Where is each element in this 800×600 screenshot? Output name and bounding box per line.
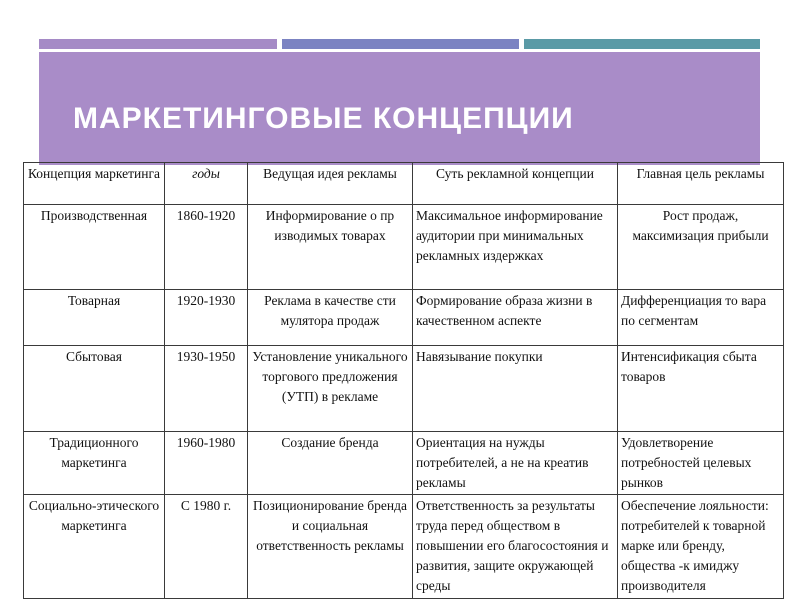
table-cell: Реклама в качестве сти мулятора продаж — [248, 290, 413, 346]
table-cell: 1920-1930 — [165, 290, 248, 346]
column-header: Ведущая идея рекламы — [248, 163, 413, 205]
table-cell: Позиционирование бренда и социальная ответственность рекламы — [248, 495, 413, 599]
table-cell: Формирование образа жизни в качественном аспекте — [413, 290, 618, 346]
stripe-3 — [524, 39, 760, 49]
table-cell: Интенсификация сбыта товаров — [618, 346, 784, 432]
table-cell: Традиционного маркетинга — [24, 432, 165, 495]
table-cell: Дифференциация то вара по сегментам — [618, 290, 784, 346]
table-cell: Обеспечение лояльности: потребителей к товарной марке или бренду, общества -к имиджу производителя — [618, 495, 784, 599]
top-stripes — [39, 39, 760, 49]
table-cell: Товарная — [24, 290, 165, 346]
table-cell: Максимальное информирование аудитории при минимальных рекламных издержках — [413, 205, 618, 290]
table-cell: Ответственность за результаты труда перед обществом в повышении его благосостояния и развития, защите окружающей среды — [413, 495, 618, 599]
table-cell: Социально-этического маркетинга — [24, 495, 165, 599]
table-cell: С 1980 г. — [165, 495, 248, 599]
table-header-row — [24, 163, 784, 205]
table-cell: Удовлетворение потребностей целевых рынков — [618, 432, 784, 495]
table-row — [24, 205, 784, 290]
table-cell: Создание бренда — [248, 432, 413, 495]
table-cell: Установление уникального торгового предложения (УТП) в рекламе — [248, 346, 413, 432]
column-header: Суть рекламной концепции — [413, 163, 618, 205]
page-title: МАРКЕТИНГОВЫЕ КОНЦЕПЦИИ — [73, 102, 574, 135]
stripe-1 — [39, 39, 277, 49]
table-cell: Навязывание покупки — [413, 346, 618, 432]
table-cell: 1960-1980 — [165, 432, 248, 495]
table-cell: Производственная — [24, 205, 165, 290]
table-cell: Сбытовая — [24, 346, 165, 432]
table-cell: 1860-1920 — [165, 205, 248, 290]
table-cell: Информирование о пр изводимых товарах — [248, 205, 413, 290]
table-cell: 1930-1950 — [165, 346, 248, 432]
table-cell: Рост продаж, максимизация прибыли — [618, 205, 784, 290]
table-row — [24, 346, 784, 432]
table-row — [24, 432, 784, 495]
stripe-2 — [282, 39, 519, 49]
table-row — [24, 495, 784, 599]
concepts-table — [23, 162, 784, 599]
table-cell: Ориентация на нужды потребителей, а не на креатив рекламы — [413, 432, 618, 495]
column-header: годы — [165, 163, 248, 205]
table-row — [24, 290, 784, 346]
title-banner — [39, 52, 760, 165]
column-header: Главная цель рекламы — [618, 163, 784, 205]
column-header: Концепция маркетинга — [24, 163, 165, 205]
